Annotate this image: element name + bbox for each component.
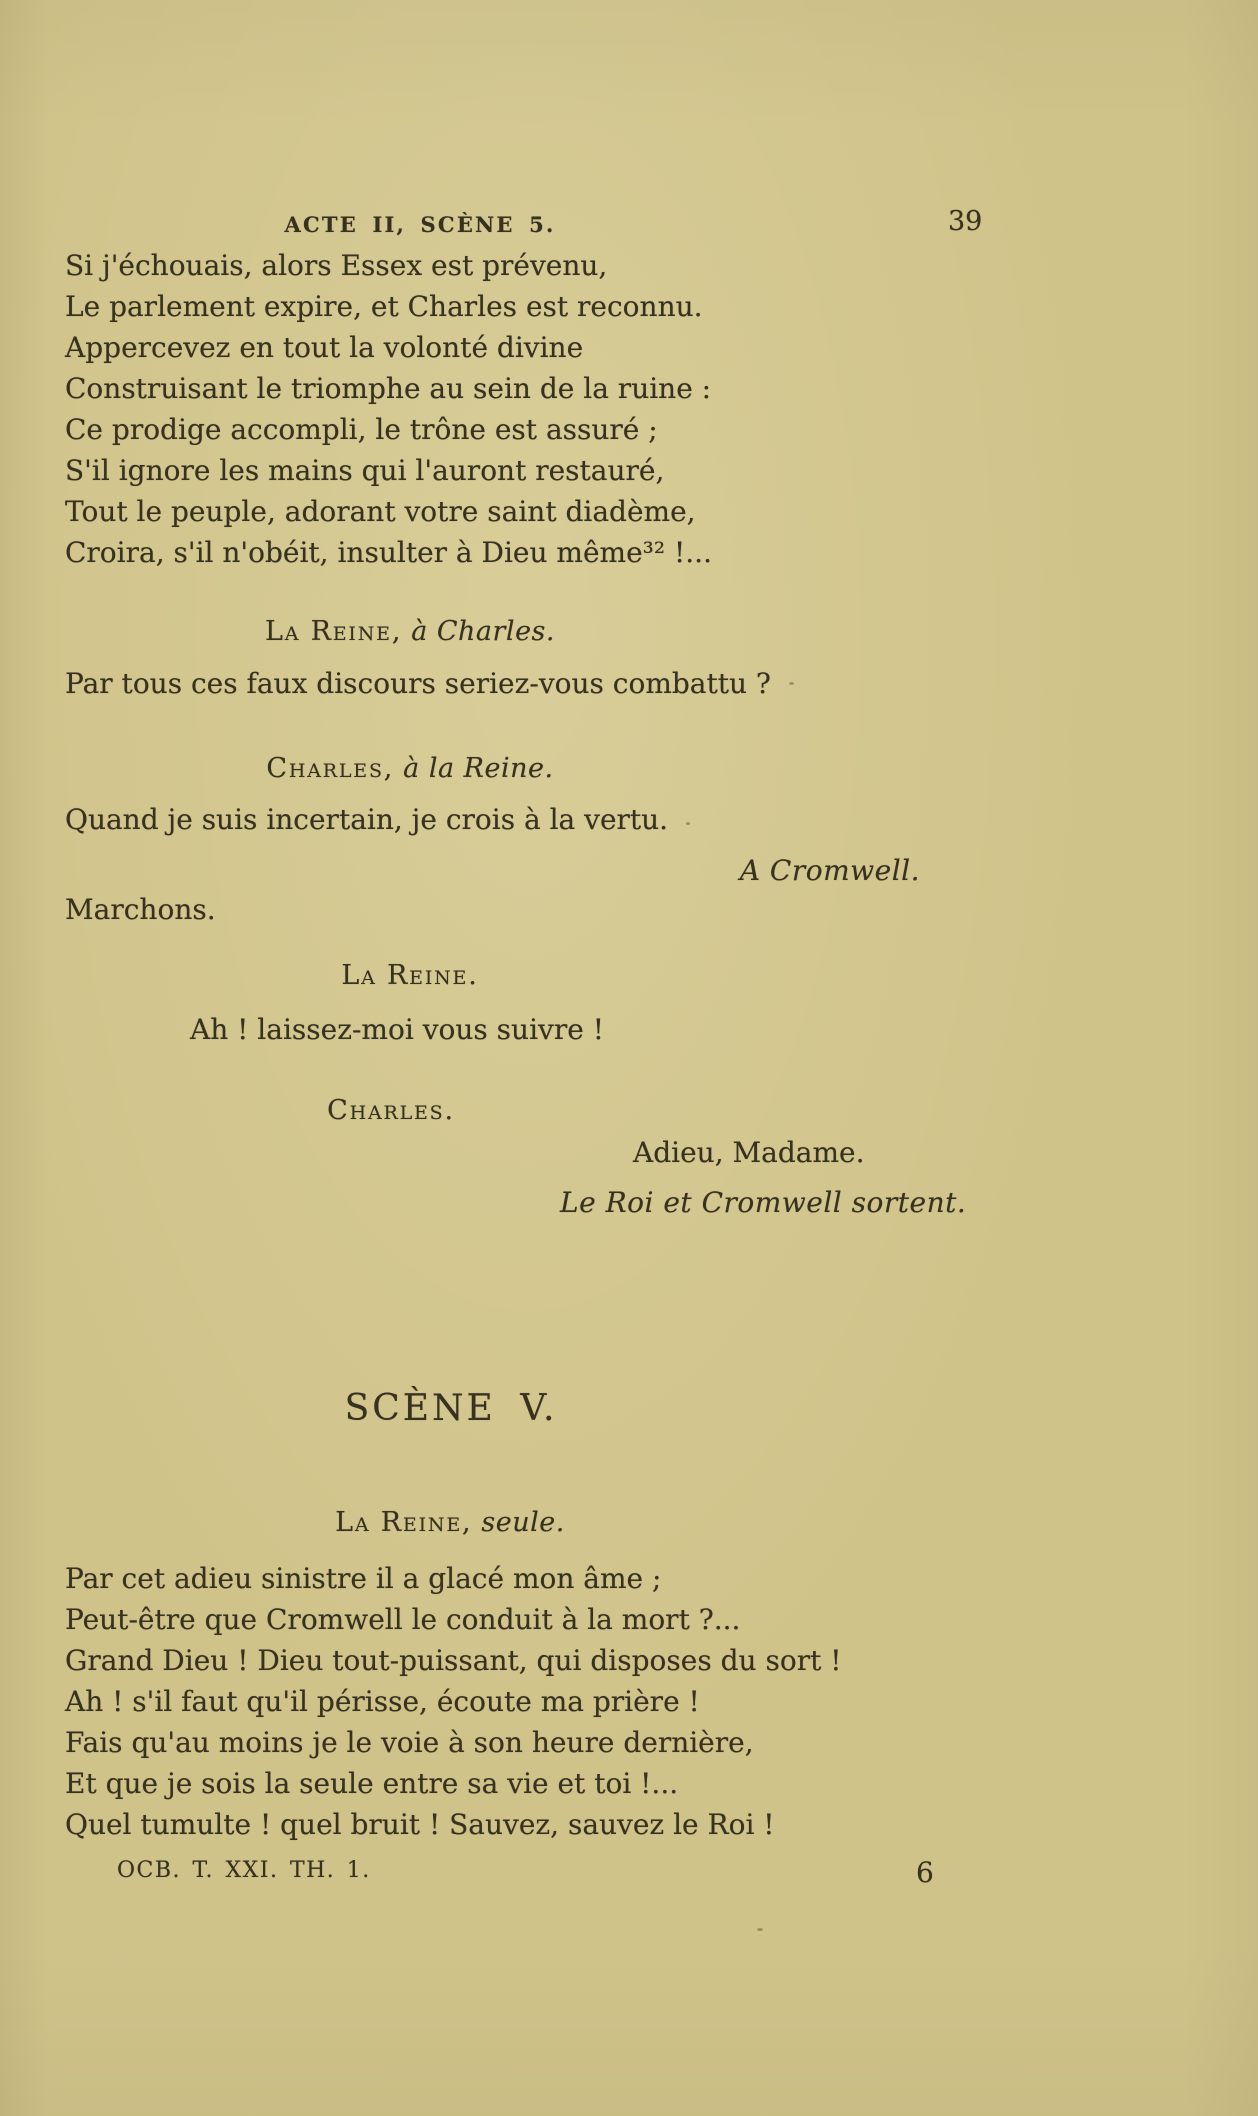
speaker-heading-la-reine bbox=[65, 616, 755, 647]
stage-direction: à Charles. bbox=[411, 616, 555, 647]
verse-block-cromwell bbox=[65, 245, 712, 573]
speech-line: Adieu, Madame. bbox=[633, 1136, 865, 1169]
verse-line: Fais qu'au moins je le voie à son heure dernière, bbox=[65, 1726, 754, 1759]
speaker-name: La Reine, bbox=[335, 1507, 473, 1538]
speech-line: Quand je suis incertain, je crois à la vertu. bbox=[65, 803, 669, 836]
speech-line: Par tous ces faux discours seriez-vous combattu ? bbox=[65, 667, 771, 700]
verse-line: Grand Dieu ! Dieu tout-puissant, qui disposes du sort ! bbox=[65, 1644, 842, 1677]
verse-line: Peut-être que Cromwell le conduit à la mort ?... bbox=[65, 1603, 741, 1636]
speaker-heading-la-reine-2 bbox=[65, 960, 755, 991]
stage-direction-a-cromwell: A Cromwell. bbox=[739, 854, 920, 887]
scan-speck bbox=[757, 1928, 763, 1931]
speech-line: Ah ! laissez-moi vous suivre ! bbox=[190, 1013, 604, 1046]
verse-line: Appercevez en tout la volonté divine bbox=[65, 331, 584, 364]
speaker-name: La Reine. bbox=[341, 960, 479, 991]
scene-heading: SCÈNE V. bbox=[344, 1388, 558, 1429]
speech-line: Marchons. bbox=[65, 893, 216, 926]
verse-line: Par cet adieu sinistre il a glacé mon âme ; bbox=[65, 1562, 662, 1595]
verse-line: Le parlement expire, et Charles est reconnu. bbox=[65, 290, 703, 323]
verse-line: Croira, s'il n'obéit, insulter à Dieu même³² !... bbox=[65, 536, 712, 569]
verse-block-monologue bbox=[65, 1558, 841, 1845]
scan-speck bbox=[686, 822, 690, 825]
sheet-number: 6 bbox=[916, 1856, 934, 1889]
verse-line: Ah ! s'il faut qu'il périsse, écoute ma prière ! bbox=[65, 1685, 700, 1718]
signature-line: OCB. T. XXI. TH. 1. bbox=[117, 1858, 371, 1883]
verse-line: Construisant le triomphe au sein de la ruine : bbox=[65, 372, 712, 405]
speaker-name: Charles, bbox=[266, 753, 395, 784]
verse-line: S'il ignore les mains qui l'auront restauré, bbox=[65, 454, 665, 487]
page-number: 39 bbox=[948, 206, 983, 237]
verse-line: Ce prodige accompli, le trône est assuré ; bbox=[65, 413, 658, 446]
speaker-name: Charles. bbox=[327, 1095, 455, 1126]
stage-direction-exit: Le Roi et Cromwell sortent. bbox=[560, 1186, 967, 1219]
speaker-name: La Reine, bbox=[264, 616, 403, 647]
speaker-heading-la-reine-seule bbox=[105, 1507, 795, 1538]
verse-line: Quel tumulte ! quel bruit ! Sauvez, sauvez le Roi ! bbox=[65, 1808, 775, 1841]
stage-direction: seule. bbox=[481, 1507, 565, 1538]
verse-line: Si j'échouais, alors Essex est prévenu, bbox=[65, 249, 608, 282]
speaker-heading-charles-2 bbox=[46, 1095, 736, 1126]
verse-line: Tout le peuple, adorant votre saint diadème, bbox=[65, 495, 696, 528]
stage-direction: à la Reine. bbox=[403, 753, 554, 784]
running-head: ACTE II, SCÈNE 5. bbox=[284, 212, 556, 237]
scan-speck bbox=[789, 682, 794, 685]
verse-line: Et que je sois la seule entre sa vie et toi !... bbox=[65, 1767, 679, 1800]
speaker-heading-charles bbox=[65, 753, 755, 784]
